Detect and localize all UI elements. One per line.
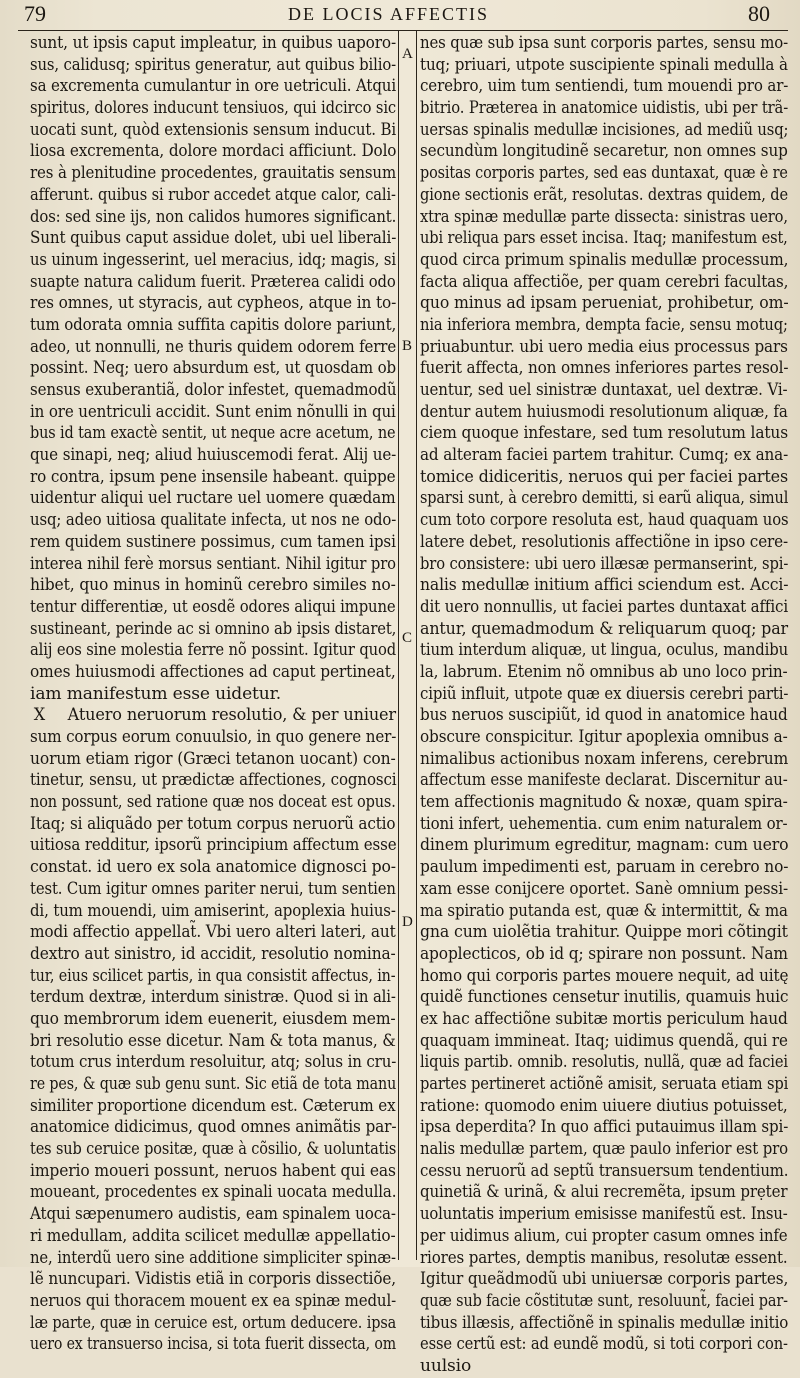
text-line xyxy=(30,813,396,836)
text-line xyxy=(30,640,397,662)
text-line xyxy=(30,228,397,250)
text-line-content: test. Cum igitur omnes pariter nerui, tum sentien xyxy=(30,878,396,899)
text-line xyxy=(30,1117,397,1139)
text-line-content: sustineant, perinde ac si omnino ab ipsis distaret, xyxy=(30,618,397,639)
text-line-content: bitrio. Præterea in anatomice uidistis, ubi per trã- xyxy=(420,98,789,119)
text-line xyxy=(420,857,789,879)
text-line-content: non possunt, sed ratione quæ nos doceat est opus. xyxy=(30,792,396,813)
text-line-content: interea nihil ferè morsus sentiant. Nihil igitur pro xyxy=(30,553,396,574)
text-line-content: homo qui corporis partes mouere nequit, ad uitę xyxy=(420,965,789,986)
text-line xyxy=(420,1182,788,1204)
margin-marker-c: C xyxy=(402,630,413,646)
text-line-content: dos: sed sine ijs, non calidos humores significant. xyxy=(30,206,397,227)
text-line xyxy=(420,98,789,120)
text-line-content: similiter proportione dicendum est. Cæterum ex xyxy=(30,1095,396,1116)
text-line-content: nia inferiora membra, dempta facie, sensu motuq; xyxy=(420,314,788,335)
text-line xyxy=(30,705,396,727)
text-line xyxy=(30,184,396,207)
text-line-content: gna cum uiolẽtia trahitur. Quippe mori cõtingit xyxy=(420,922,788,943)
text-line xyxy=(420,1008,788,1031)
text-line-content: neruos qui thoracem mouent ex ea spinæ medul- xyxy=(30,1290,397,1311)
text-line xyxy=(30,336,397,359)
text-line-content: dextro aut sinistro, id accidit, resolutio nomina- xyxy=(30,943,396,964)
text-line xyxy=(420,705,788,727)
text-line-content: uocati sunt, quòd extensionis sensum inducut. Bi xyxy=(30,119,397,140)
text-line xyxy=(30,575,396,597)
text-line xyxy=(420,661,788,684)
text-line xyxy=(30,531,396,554)
text-line xyxy=(420,1269,789,1291)
text-line xyxy=(420,1356,788,1378)
text-line-content: liosa excrementa, dolore mordaci afficiunt. Dolo xyxy=(30,141,397,162)
text-line xyxy=(30,271,396,294)
text-line-content: riores partes, demptis manibus, resolutæ essent. xyxy=(420,1247,788,1268)
text-line-content: Atqui sæpenumero audistis, eam spinalem uoca- xyxy=(30,1204,396,1225)
text-line xyxy=(420,965,789,988)
text-line-content: suapte natura calidum fuerit. Præterea calidi odo xyxy=(30,271,396,292)
text-line-content: xtra spinæ medullæ parte dissecta: sinistras uero, xyxy=(420,206,788,227)
text-line-content: ex hac affectiõne subitæ mortis periculum haud xyxy=(420,1008,788,1029)
text-line-content: ri medullam, addita scilicet medullæ appellatio- xyxy=(30,1225,396,1246)
text-line-content: tibus illæsis, affectiõnẽ in spinalis medullæ initio xyxy=(420,1312,789,1333)
text-line xyxy=(420,987,789,1009)
text-line-content: us uinum ingesserint, uel meracius, idq; magis, si xyxy=(30,249,396,270)
text-line-content: re pes, & quæ sub genu sunt. Sic etiã de tota manu xyxy=(30,1074,397,1094)
text-line-content: cessu neruorũ ad septũ transuersum tendentium. xyxy=(420,1160,789,1181)
text-line xyxy=(420,54,788,77)
text-line xyxy=(420,1030,788,1053)
text-line xyxy=(420,423,789,445)
gutter-rule-left xyxy=(398,30,399,1260)
text-line xyxy=(30,835,397,857)
text-line-content: tioni infert, uehementia. cum enim naturalem or- xyxy=(420,813,788,834)
text-line-content: bro consistere: ubi uero illæsæ permanserint, spi- xyxy=(420,553,789,574)
text-line xyxy=(420,1074,789,1096)
text-line-content: liquis partib. omnib. resolutis, nullã, quæ ad faciei xyxy=(420,1052,788,1073)
text-line-content: cum toto corpore resoluta est, haud quaquam uos xyxy=(420,510,789,531)
text-line xyxy=(420,683,789,706)
text-line-content: dit uero nonnullis, ut faciei partes duntaxat affici xyxy=(420,596,789,617)
text-line-content: positas corporis partes, sed eas duntaxat, quæ è re xyxy=(420,163,788,184)
text-line-content: la, labrum. Etenim nõ omnibus ab uno loco prin- xyxy=(420,661,788,682)
text-line-content: tomice didiceritis, neruos qui per faciei partes xyxy=(420,466,788,487)
text-line xyxy=(420,1247,788,1270)
text-line-content: Atuero neruorum resolutio, & per uniuer xyxy=(67,705,396,726)
text-line xyxy=(30,358,397,380)
text-line-content: res omnes, ut styracis, aut cypheos, atque in to- xyxy=(30,293,397,314)
text-line-content: uulsio xyxy=(420,1355,472,1376)
text-line xyxy=(30,314,397,337)
text-line xyxy=(420,1225,788,1248)
text-line xyxy=(30,98,397,120)
text-line-content: per uidimus alium, cui propter casum omnes infe xyxy=(420,1225,788,1246)
text-line xyxy=(420,510,789,532)
text-line xyxy=(30,1247,396,1270)
text-line xyxy=(30,857,396,879)
text-line xyxy=(30,1204,396,1226)
text-line xyxy=(30,1139,397,1161)
text-line-content: alij eos sine molestia ferre nõ possint. Igitur quod xyxy=(30,640,397,661)
text-line-content: uoluntatis imperium emisisse manifestũ est. Insu- xyxy=(420,1204,788,1225)
text-line xyxy=(420,1204,788,1226)
text-line xyxy=(420,141,788,163)
text-line xyxy=(30,1182,397,1204)
text-line xyxy=(30,618,397,641)
text-line-content: rem quidem sustinere possimus, cum tamen ipsi xyxy=(30,531,396,552)
text-line xyxy=(420,1290,788,1313)
text-line xyxy=(420,878,789,901)
text-line-content: Sunt quibus caput assidue dolet, ubi uel liberali- xyxy=(30,228,397,249)
page-number-left: 79 xyxy=(24,1,46,26)
text-line-content: quo minus ad ipsam perueniat, prohibetur, om- xyxy=(420,293,789,314)
text-line xyxy=(420,119,789,142)
text-line-content: nimalibus actionibus noxam inferens, cerebrum xyxy=(420,748,789,769)
text-line-content: di, tum mouendi, uim amiserint, apoplexia huius- xyxy=(30,900,396,921)
text-line xyxy=(30,596,396,619)
text-line xyxy=(30,293,397,315)
text-line-content: possint. Neq; uero absurdum est, ut quosdam ob xyxy=(30,358,397,379)
text-line xyxy=(420,380,788,402)
text-line-content: secundùm longitudinẽ secaretur, non omnes sup xyxy=(420,141,788,162)
text-line xyxy=(30,401,396,424)
text-line xyxy=(420,640,789,662)
text-line-content: uentur, sed uel sinistræ duntaxat, uel dextræ. Vi- xyxy=(420,380,788,400)
text-line-content: tuq; priuari, utpote suscipiente spinali medulla à xyxy=(420,54,788,75)
text-line-content: quo membrorum idem euenerit, eiusdem mem- xyxy=(30,1008,396,1029)
text-line xyxy=(30,922,396,944)
text-line xyxy=(30,878,396,901)
text-line-content: læ parte, quæ in ceruice est, ortum deducere. ipsa xyxy=(30,1312,397,1333)
text-line-content: esse certũ est: ad eundẽ modũ, si toti corpori con- xyxy=(420,1334,788,1355)
text-line-content: tur, eius scilicet partis, in qua consistit affectus, in- xyxy=(30,965,396,986)
margin-marker-d: D xyxy=(402,914,413,930)
text-line xyxy=(420,1139,789,1161)
page-header xyxy=(0,0,800,30)
text-line-content: imperio moueri possunt, neruos habent qui eas xyxy=(30,1160,396,1181)
text-line-content: priuabuntur. ubi uero media eius processus pars xyxy=(420,336,788,357)
text-line-content: sus, calidusq; spiritus generatur, aut quibus bilio- xyxy=(30,54,397,75)
text-line xyxy=(30,1312,397,1335)
text-line-content: omes huiusmodi affectiones ad caput pertineat, xyxy=(30,661,396,682)
running-head: DE LOCIS AFFECTIS xyxy=(288,4,490,24)
text-line-content: sparsi sunt, à cerebro demitti, si earũ aliqua, simul xyxy=(420,488,789,509)
text-line-content: gione sectionis erãt, resolutas. dextras quidem, de xyxy=(420,184,788,205)
text-line-content: facta aliqua affectiõe, per quam cerebri facultas, xyxy=(420,271,789,292)
text-line-content: quod circa primum spinalis medullæ processum, xyxy=(420,249,789,270)
text-line xyxy=(420,813,788,836)
text-line xyxy=(420,1334,788,1356)
text-line-content: uersas spinalis medullæ incisiones, ad mediũ usq; xyxy=(420,119,789,140)
text-line-content: nalis medullæ initium affici sciendum est. Acci- xyxy=(420,575,789,596)
text-line xyxy=(420,293,789,315)
text-line xyxy=(420,1312,789,1335)
text-line xyxy=(30,488,396,510)
text-line-content: quidẽ functiones censetur inutilis, quamuis huic xyxy=(420,987,789,1008)
text-line-content: bus id tam exactè sentit, ut neque acre acetum, ne xyxy=(30,423,396,444)
text-line xyxy=(30,1052,397,1074)
text-line xyxy=(420,792,788,814)
text-line-content: antur, quemadmodum & reliquarum quoq; par xyxy=(420,618,789,639)
text-line-content: bri resolutio esse dicetur. Nam & tota manus, & xyxy=(30,1030,396,1051)
text-line-content: affectum esse manifeste declarat. Discernitur au- xyxy=(420,770,788,791)
text-line-content: totum crus interdum resoluitur, atq; solus in cru- xyxy=(30,1052,397,1073)
text-line-content: paulum impedimenti est, paruam in cerebro no- xyxy=(420,857,789,878)
text-line xyxy=(420,1160,789,1183)
text-line-content: nes quæ sub ipsa sunt corporis partes, sensu mo- xyxy=(420,33,789,53)
text-line-content: uidentur aliqui uel ructare uel uomere quædam xyxy=(30,488,396,509)
text-line xyxy=(30,1095,396,1118)
text-line xyxy=(30,1225,396,1248)
text-line-content: que sinapi, neq; aliud huiuscemodi ferat. Alij ue- xyxy=(30,445,397,466)
text-line xyxy=(30,792,396,814)
right-column xyxy=(420,33,788,1378)
text-line xyxy=(30,1160,396,1183)
text-line-content: tinetur, sensu, ut prædictæ affectiones, cognosci xyxy=(30,770,397,791)
text-line xyxy=(420,553,789,576)
text-line xyxy=(30,661,396,684)
text-line xyxy=(420,727,788,749)
text-line-content: cipiũ influit, utpote quæ ex diuersis cerebri parti- xyxy=(420,683,789,704)
text-line-content: sum corpus eorum conuulsio, in quo genere ner- xyxy=(30,727,397,747)
text-line xyxy=(30,1269,397,1291)
text-line xyxy=(30,943,396,966)
gutter-rule-right xyxy=(416,30,417,1260)
text-line-content: Itaq; si aliquãdo per totum corpus neruorũ actio xyxy=(30,813,396,834)
text-line xyxy=(30,249,396,272)
text-line-content: ro contra, ipsum pene insensile habeant. quippe xyxy=(30,466,396,487)
text-line xyxy=(420,314,788,337)
text-line xyxy=(30,770,397,792)
text-line-content: sunt, ut ipsis caput impleatur, in quibus uaporo- xyxy=(30,33,397,53)
text-line xyxy=(30,54,397,77)
text-line-content: tem affectionis magnitudo & noxæ, quam spira- xyxy=(420,792,788,813)
text-line-content: uorum etiam rigor (Græci tetanon uocant) con- xyxy=(30,748,396,769)
text-line xyxy=(420,163,788,185)
text-line xyxy=(30,119,397,142)
text-line xyxy=(420,596,789,619)
text-line-content: anatomice didicimus, quod omnes animãtis par- xyxy=(30,1117,397,1138)
text-line xyxy=(420,748,789,771)
header-rule xyxy=(18,30,788,31)
text-line xyxy=(420,184,788,207)
text-line xyxy=(30,1030,396,1053)
text-line-content: iam manifestum esse uidetur. xyxy=(30,683,282,704)
text-line-content: terdum dextræ, interdum sinistræ. Quod si in ali- xyxy=(30,987,396,1008)
text-line xyxy=(30,748,396,771)
text-line-content: spiritus, dolores inducunt tensiuos, qui idcirco sic xyxy=(30,98,397,119)
text-line xyxy=(420,445,789,467)
text-line xyxy=(420,336,788,359)
text-line xyxy=(30,380,397,402)
text-line xyxy=(420,401,788,424)
text-line xyxy=(30,1074,397,1096)
text-line-content: afferunt. quibus si rubor accedet atque calor, cali- xyxy=(30,184,396,205)
text-line-content: in ore uentriculi accidit. Sunt enim nõnulli in qui xyxy=(30,401,396,422)
text-line-content: constat. id uero ex sola anatomice dignosci po- xyxy=(30,857,396,878)
text-line xyxy=(420,1117,789,1139)
text-line-content: apoplecticos, ob id q; spirare non possunt. Nam xyxy=(420,943,788,964)
text-line-content: tes sub ceruice positæ, quæ à cõsilio, & uoluntatis xyxy=(30,1139,397,1160)
text-line xyxy=(30,900,396,923)
text-line-content: tum odorata omnia suffita capitis dolore pariunt, xyxy=(30,314,397,335)
text-line xyxy=(30,987,396,1009)
text-line-content: uitiosa redditur, ipsorũ principium affectum esse xyxy=(30,835,397,856)
text-line xyxy=(30,727,397,749)
text-line-content: lẽ nuncupari. Vidistis etiã in corporis dissectiõe, xyxy=(30,1269,397,1290)
text-line xyxy=(30,553,396,576)
text-line xyxy=(420,943,788,966)
text-line xyxy=(420,249,789,272)
text-line-content: quæ sub facie cõstitutæ sunt, resoluunt̃, faciei par- xyxy=(420,1290,788,1311)
text-line xyxy=(420,206,788,229)
text-line-content: partes pertineret actiõnẽ amisit, seruata etiam spi xyxy=(420,1074,789,1094)
text-line-content: xam esse conijcere oportet. Sanè omnium pessi- xyxy=(420,878,789,899)
text-line-content: ne, interdũ uero sine additione simpliciter spinæ- xyxy=(30,1247,396,1268)
margin-marker-a: A xyxy=(402,46,413,62)
text-line xyxy=(420,770,788,792)
text-line xyxy=(30,33,397,55)
text-line xyxy=(30,510,397,532)
text-line xyxy=(420,575,789,597)
text-line-content: uero ex transuerso incisa, si tota fuerit dissecta, om xyxy=(30,1334,396,1355)
text-line-content: quaquam immineat. Itaq; uidimus quendã, qui re xyxy=(420,1030,788,1051)
text-line xyxy=(30,445,397,467)
margin-marker-b: B xyxy=(402,338,413,354)
left-column xyxy=(30,33,396,1356)
text-line-content: ipsa deperdita? In quo affici putauimus illam spi- xyxy=(420,1117,789,1138)
text-line-content: obscure conspicitur. Igitur apoplexia omnibus a- xyxy=(420,727,788,747)
text-line xyxy=(30,206,397,229)
text-line xyxy=(30,163,397,185)
text-line xyxy=(420,1052,788,1074)
text-line xyxy=(420,922,788,944)
text-line-content: ciem quoque infestare, sed tum resolutum latus xyxy=(420,423,789,444)
text-line-content: sa excrementa cumulantur in ore uetriculi. Atqui xyxy=(30,76,397,97)
text-line-content: dinem plurimum egreditur, magnam: cum uero xyxy=(420,835,789,856)
text-line xyxy=(30,423,396,445)
text-line xyxy=(30,1334,396,1356)
text-line xyxy=(420,900,788,923)
text-line-content: dentur autem huiusmodi resolutionum aliquæ, fa xyxy=(420,401,788,422)
text-line-content: ubi reliqua pars esset incisa. Itaq; manifestum est, xyxy=(420,228,788,249)
text-line xyxy=(30,965,396,988)
text-line-content: latere debet, resolutionis affectiõne in ipso cere- xyxy=(420,531,789,552)
text-line xyxy=(420,618,789,641)
page-number-right: 80 xyxy=(748,1,770,26)
text-line xyxy=(420,1095,788,1118)
text-line-content: sensus exuberantiã, dolor infestet, quemadmodũ xyxy=(30,380,397,400)
text-line-content: tentur differentiæ, ut eosdẽ odores aliqui impune xyxy=(30,596,396,617)
text-line xyxy=(420,76,789,98)
text-line xyxy=(420,488,789,510)
text-line-content: nalis medullæ partem, quæ paulo inferior est pro xyxy=(420,1139,789,1160)
text-line-content: ad alteram faciei partem trahitur. Cumq; ex ana- xyxy=(420,445,789,466)
text-line-content: bus neruos suscipiũt, id quod in anatomice haud xyxy=(420,705,788,726)
text-line xyxy=(420,33,789,55)
section-number: X xyxy=(33,705,46,726)
text-line xyxy=(30,76,397,98)
text-line xyxy=(420,531,789,554)
text-line xyxy=(30,466,396,489)
text-line-content: adeo, ut nonnulli, ne thuris quidem odorem ferre xyxy=(30,336,397,357)
text-line-content: quinetiã & urinã, & alui recremẽta, ipsum prẹter xyxy=(420,1182,788,1203)
text-line-content: tium interdum aliquæ, ut lingua, oculus, mandibu xyxy=(420,640,789,661)
text-line xyxy=(30,141,397,163)
text-line xyxy=(420,358,789,380)
text-line-content: ratione: quomodo enim uiuere diutius potuisset, xyxy=(420,1095,788,1116)
text-line xyxy=(30,1290,397,1313)
text-line-content: moueant, procedentes ex spinali uocata medulla. xyxy=(30,1182,397,1203)
text-line xyxy=(420,835,789,857)
text-line xyxy=(30,1008,396,1031)
text-line-content: modi affectio appellat̃. Vbi uero alteri lateri, aut xyxy=(30,922,396,943)
text-line xyxy=(420,271,789,294)
text-line xyxy=(30,684,396,706)
text-line-content: cerebro, uim tum sentiendi, tum mouendi pro ar- xyxy=(420,76,789,97)
text-line-content: ma spiratio putanda est, quæ & intermittit, & ma xyxy=(420,900,788,921)
text-line-content: res à plenitudine procedentes, grauitatis sensum xyxy=(30,163,397,184)
text-line-content: fuerit affecta, non omnes inferiores partes resol- xyxy=(420,358,789,379)
text-line xyxy=(420,466,788,489)
text-line-content: usq; adeo uitiosa qualitate infecta, ut nos ne odo- xyxy=(30,510,397,531)
text-line-content: Igitur queãdmodũ ubi uniuersæ corporis partes, xyxy=(420,1269,789,1290)
text-line xyxy=(420,228,788,250)
text-line-content: hibet, quo minus in hominũ cerebro similes no- xyxy=(30,575,396,596)
